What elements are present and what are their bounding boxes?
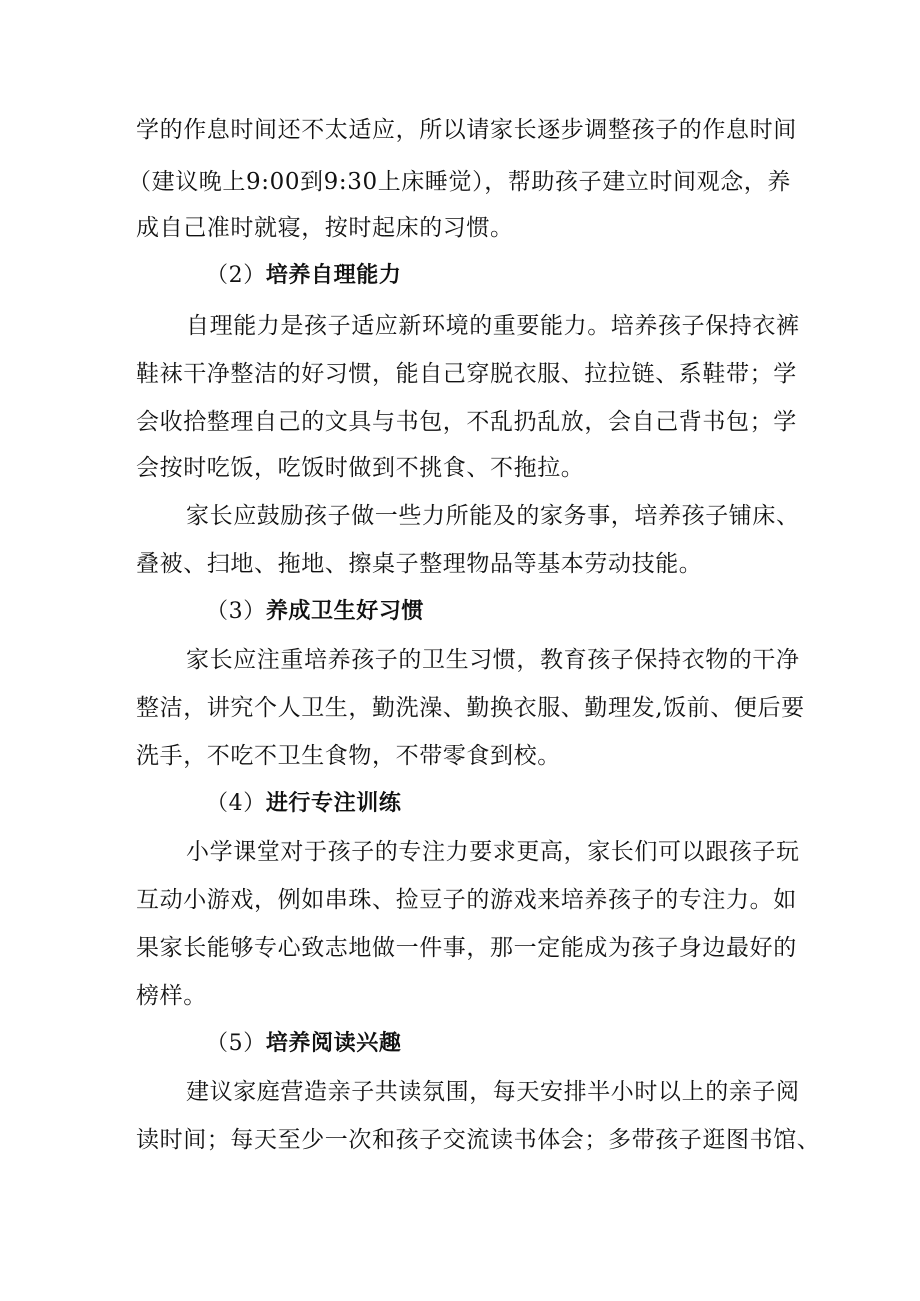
text-line: 读时间；每天至少一次和孩子交流读书体会；多带孩子逛图书馆、 — [136, 1127, 821, 1153]
section-title: 进行专注训练 — [265, 791, 402, 816]
text-line: 成自己准时就寝，按时起床的习惯。 — [136, 215, 514, 241]
section-title: 培养自理能力 — [265, 263, 402, 288]
section-number: （4） — [206, 791, 266, 816]
text-line: 建议家庭营造亲子共读氛围，每天安排半小时以上的亲子阅 — [186, 1079, 800, 1105]
text-line: 叠被、扫地、拖地、擦桌子整理物品等基本劳动技能。 — [136, 551, 703, 577]
text-line: 鞋袜干净整洁的好习惯，能自己穿脱衣服、拉拉链、系鞋带；学 — [136, 361, 797, 387]
text-line: 家长应鼓励孩子做一些力所能及的家务事，培养孩子铺床、 — [186, 503, 800, 529]
text-line: 整洁，讲究个人卫生，勤洗澡、勤换衣服、勤理发,饭前、便后要 — [136, 695, 805, 721]
section-title: 养成卫生好习惯 — [265, 599, 425, 624]
section-heading-5 — [206, 1026, 856, 1062]
text-line: 互动小游戏，例如串珠、捡豆子的游戏来培养孩子的专注力。如 — [136, 887, 797, 913]
section-heading-4 — [206, 786, 856, 822]
text-line: 榜样。 — [136, 983, 207, 1009]
section-heading-2 — [206, 258, 856, 294]
text-line: 家长应注重培养孩子的卫生习惯，教育孩子保持衣物的干净 — [186, 647, 800, 673]
section-number: （2） — [206, 263, 266, 288]
section-number: （3） — [206, 599, 266, 624]
section-title: 培养阅读兴趣 — [265, 1031, 402, 1056]
text-line: 学的作息时间还不太适应，所以请家长逐步调整孩子的作息时间 — [136, 117, 797, 143]
section-number: （5） — [206, 1031, 266, 1056]
text-line: 会按时吃饭，吃饭时做到不挑食、不拖拉。 — [136, 455, 585, 481]
text-line: 自理能力是孩子适应新环境的重要能力。培养孩子保持衣裤 — [186, 313, 800, 339]
text-line: 会收拾整理自己的文具与书包，不乱扔乱放，会自己背书包；学 — [136, 409, 797, 435]
text-line: 洗手，不吃不卫生食物，不带零食到校。 — [136, 743, 561, 769]
text-line: （建议晚上9:00到9:30上床睡觉），帮助孩子建立时间观念，养 — [128, 169, 791, 195]
section-heading-3 — [206, 594, 856, 630]
text-line: 果家长能够专心致志地做一件事，那一定能成为孩子身边最好的 — [136, 935, 797, 961]
text-line: 小学课堂对于孩子的专注力要求更高，家长们可以跟孩子玩 — [186, 839, 800, 865]
